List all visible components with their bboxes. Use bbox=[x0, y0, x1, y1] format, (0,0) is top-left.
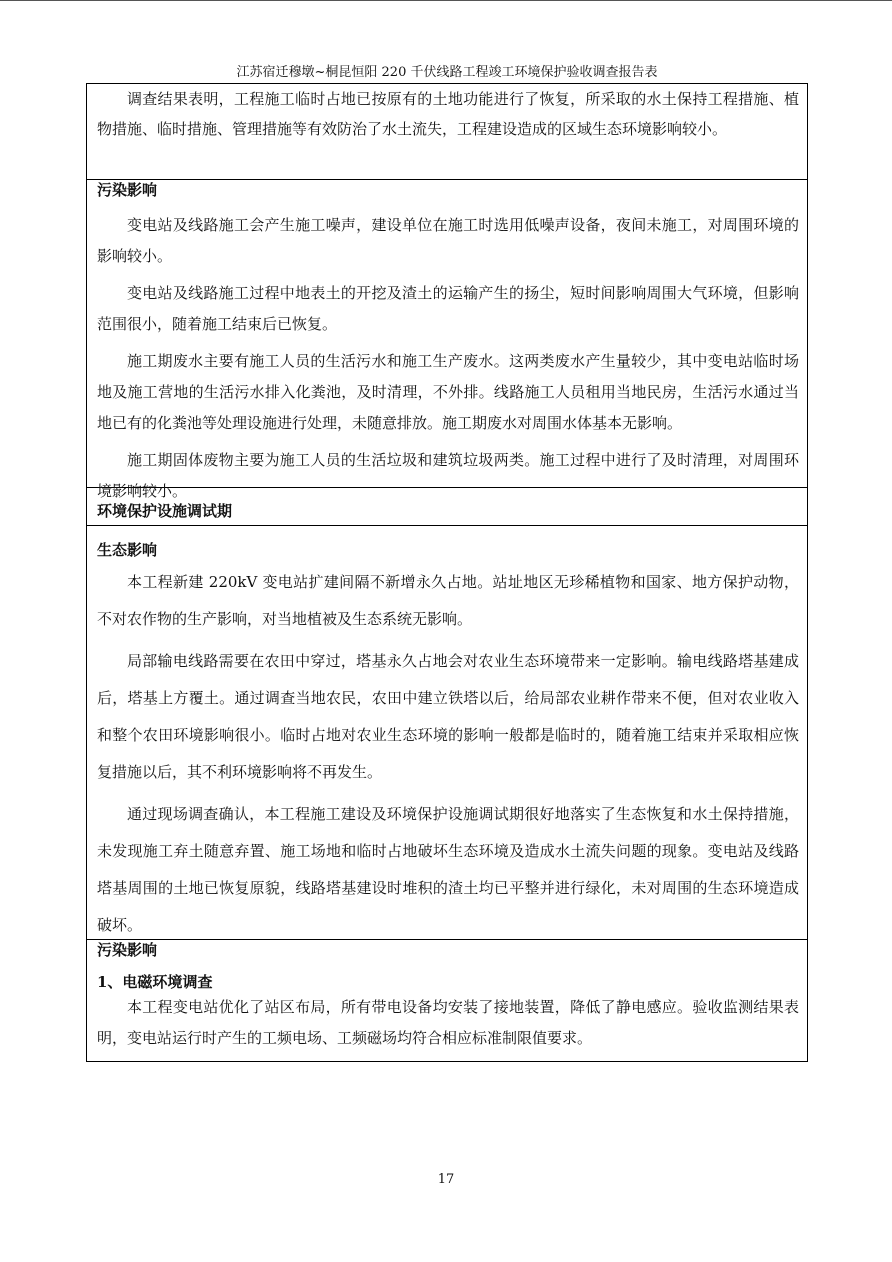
section-trial-ecology bbox=[86, 526, 808, 940]
top-border bbox=[0, 0, 892, 1]
paragraph: 施工期固体废物主要为施工人员的生活垃圾和建筑垃圾两类。施工过程中进行了及时清理，对周围环境影响较小。 bbox=[97, 451, 799, 500]
paragraph: 变电站及线路施工过程中地表土的开挖及渣土的运输产生的扬尘，短时间影响周围大气环境，但影响范围很小，随着施工结束后已恢复。 bbox=[97, 284, 799, 333]
section-trial-pollution bbox=[86, 940, 808, 1062]
page-header: 江苏宿迁穆墩~桐昆恒阳 220 千伏线路工程竣工环境保护验收调查报告表 bbox=[236, 65, 658, 80]
section-heading: 环境保护设施调试期 bbox=[97, 502, 233, 520]
section-heading: 生态影响 bbox=[97, 541, 158, 559]
section-construction-pollution bbox=[86, 180, 808, 500]
subsection-heading: 1、电磁环境调查 bbox=[97, 973, 213, 991]
paragraph: 局部输电线路需要在农田中穿过，塔基永久占地会对农业生态环境带来一定影响。输电线路塔基建成后，塔基上方覆土。通过调查当地农民，农田中建立铁塔以后，给局部农业耕作带来不便，但对农业收入和整个农田环境影响很小。临时占地对农业生态环境的影响一般都是临时的，随着施工结束并采取相应恢复措施以后，其不利环境影响将不再发生。 bbox=[97, 652, 799, 781]
paragraph: 变电站及线路施工会产生施工噪声，建设单位在施工时选用低噪声设备，夜间未施工，对周围环境的影响较小。 bbox=[97, 216, 799, 265]
section-trial-operation-title bbox=[86, 488, 808, 526]
paragraph: 调查结果表明，工程施工临时占地已按原有的土地功能进行了恢复，所采取的水土保持工程措施、植物措施、临时措施、管理措施等有效防治了水土流失，工程建设造成的区域生态环境影响较小。 bbox=[97, 90, 799, 138]
paragraph: 本工程变电站优化了站区布局，所有带电设备均安装了接地装置，降低了静电感应。验收监测结果表明，变电站运行时产生的工频电场、工频磁场均符合相应标准制限值要求。 bbox=[97, 998, 799, 1047]
paragraph: 施工期废水主要有施工人员的生活污水和施工生产废水。这两类废水产生量较少，其中变电站临时场地及施工营地的生活污水排入化粪池，及时清理，不外排。线路施工人员租用当地民房，生活污水通过当地已有的化粪池等处理设施进行处理，未随意排放。施工期废水对周围水体基本无影响。 bbox=[97, 352, 799, 432]
paragraph: 本工程新建 220kV 变电站扩建间隔不新增永久占地。站址地区无珍稀植物和国家、地方保护动物，不对农作物的生产影响，对当地植被及生态系统无影响。 bbox=[97, 573, 799, 628]
page-number: 17 bbox=[437, 1172, 455, 1187]
section-heading: 污染影响 bbox=[97, 181, 158, 199]
paragraph: 通过现场调查确认，本工程施工建设及环境保护设施调试期很好地落实了生态恢复和水土保持措施，未发现施工弃土随意弃置、施工场地和临时占地破坏生态环境及造成水土流失问题的现象。变电站及线路塔基周围的土地已恢复原貌，线路塔基建设时堆积的渣土均已平整并进行绿化，未对周围的生态环境造成破坏。 bbox=[97, 805, 799, 934]
section-ecology-conclusion bbox=[86, 83, 808, 180]
section-heading: 污染影响 bbox=[97, 941, 158, 959]
